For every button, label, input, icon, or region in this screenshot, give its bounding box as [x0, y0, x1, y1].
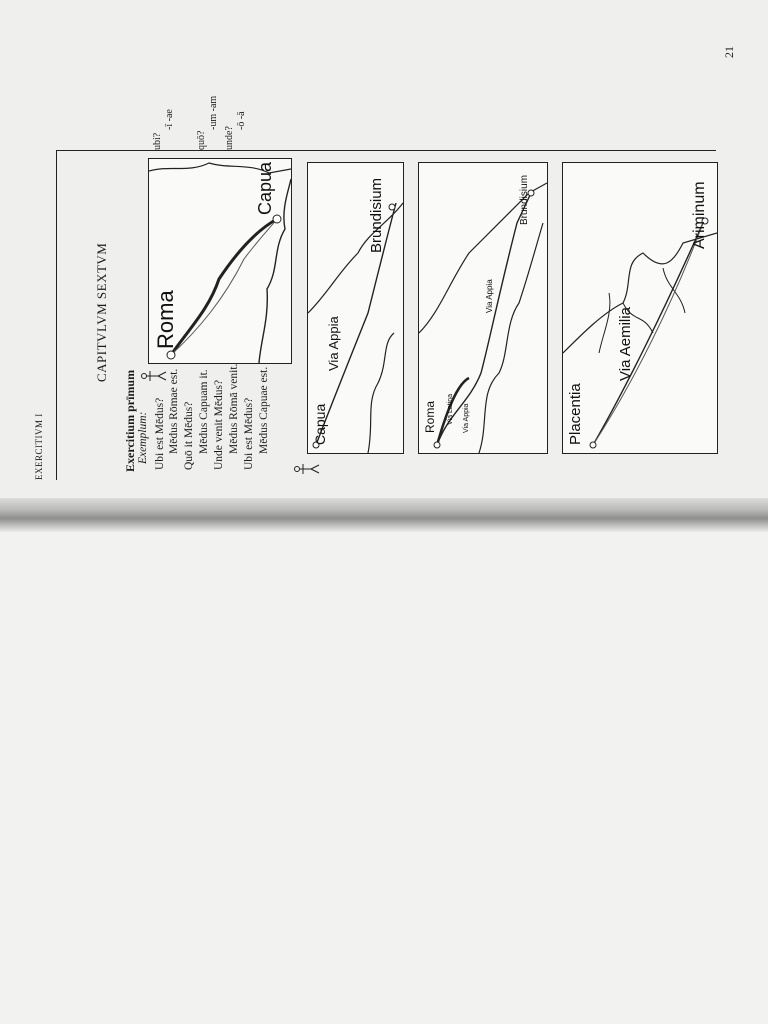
map-3-label-via-appia-small: Via Appia — [463, 403, 470, 433]
medus-figure-icon — [140, 362, 168, 390]
page-number-21: 21 — [722, 46, 736, 58]
map-capua-brundisium — [307, 162, 404, 454]
map-2-label-brundisium: Brundisium — [368, 177, 385, 253]
ending-forms-unde: -ō -ā — [236, 111, 247, 130]
exercise-line-3: Quō it Mēdus? — [183, 401, 195, 470]
chapter-title: CAPITVLVM SEXTVM — [94, 242, 109, 382]
ending-question-unde: unde? — [224, 126, 235, 150]
exercise-line-5: Unde venit Mēdus? — [213, 379, 225, 470]
ending-forms-ubi: -ī -ae — [164, 109, 175, 130]
exercise-line-1: Ubi est Mēdus? — [154, 397, 166, 470]
map-4-label-ariminum: Ariminum — [691, 181, 708, 249]
running-head-exercitivm: EXERCITIVM I — [34, 413, 44, 480]
map-3-label-via-latina: Via Latina — [447, 393, 454, 425]
exercise-line-6: Mēdus Rōmā venit. — [228, 363, 240, 454]
map-roma-capua — [148, 158, 292, 364]
ending-forms-quo: -um -am — [208, 95, 219, 130]
right-page-rule — [56, 150, 57, 480]
map-1-label-capua: Capua — [255, 161, 275, 215]
ending-question-ubi: ubi? — [152, 132, 163, 150]
exercise-heading: Exercitium prīmum — [123, 369, 137, 472]
exercise-line-4: Mēdus Capuam it. — [198, 369, 210, 454]
map-2-label-via-appia: Via Appia — [326, 316, 341, 371]
map-1-label-roma: Roma — [153, 290, 178, 349]
map-placentia-ariminum — [562, 162, 718, 454]
medus-figure-icon-2 — [293, 455, 321, 483]
map-4-label-placentia: Placentia — [567, 383, 584, 445]
map-3-label-roma: Roma — [423, 400, 437, 433]
map-3-label-via-appia: Via Appia — [485, 279, 494, 313]
example-label: Exemplum: — [137, 411, 149, 464]
map-3-label-brundisium: Brundisium — [519, 174, 530, 225]
map-4-label-via-aemilia: Via Aemilia — [617, 307, 634, 381]
exercise-line-2: Mēdus Rōmae est. — [168, 368, 180, 454]
exercise-line-8: Mēdus Capuae est. — [258, 366, 270, 454]
exercise-line-7: Ubi est Mēdus? — [243, 397, 255, 470]
ending-question-quo: quō? — [196, 130, 207, 150]
right-page — [0, 520, 768, 1024]
book-gutter — [0, 498, 768, 532]
map-2-label-capua: Capua — [312, 403, 328, 445]
right-page-top-rule — [56, 150, 716, 151]
map-roma-brundisium — [418, 162, 548, 454]
